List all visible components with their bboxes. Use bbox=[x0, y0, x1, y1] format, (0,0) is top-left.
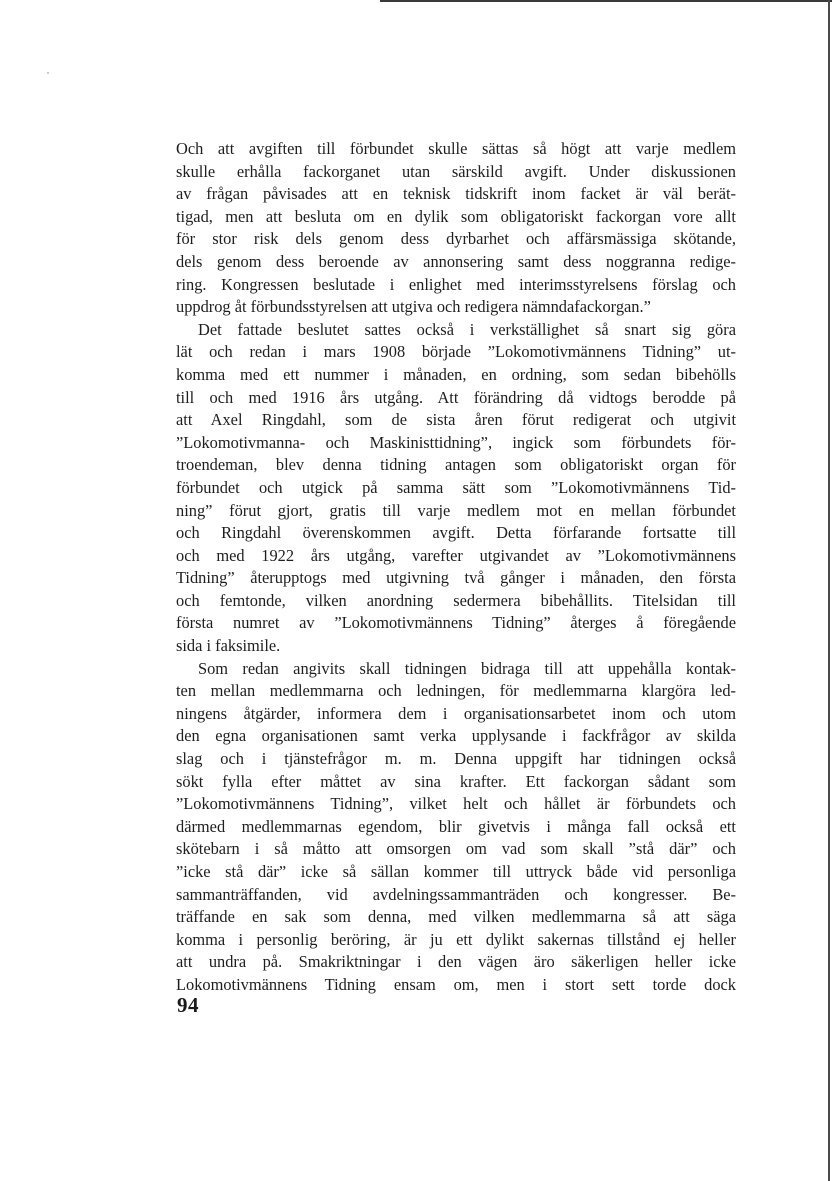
page-number: 94 bbox=[177, 993, 199, 1017]
text-line: Tidning” återupptogs med utgivning två gånger i månaden, den första bbox=[176, 568, 736, 588]
text-line: uppdrog åt förbundsstyrelsen att utgiva och redigera nämndafackorgan.” bbox=[176, 297, 651, 317]
text-line: den egna organisationen samt verka upplysande i fackfrågor av skilda bbox=[176, 726, 736, 746]
text-line: träffande en sak som denna, med vilken medlemmarna så att säga bbox=[176, 907, 736, 927]
text-line: tigad, men att besluta om en dylik som obligatoriskt fackorgan vore allt bbox=[176, 206, 736, 226]
text-line: och femtonde, vilken anordning sedermera bibehållits. Titelsidan till bbox=[176, 590, 736, 610]
text-line: Och att avgiften till förbundet skulle sättas så högt att varje medlem bbox=[176, 139, 736, 158]
text-line: att undra på. Smakriktningar i den vägen äro säkerligen heller icke bbox=[176, 952, 736, 972]
text-line: därmed medlemmarnas egendom, blir givetvis i många fall också ett bbox=[176, 816, 736, 836]
text-line: av frågan påvisades att en teknisk tidskrift inom facket är väl berät- bbox=[176, 184, 736, 204]
text-line: sökt fylla efter måttet av sina krafter. Ett fackorgan sådant som bbox=[176, 771, 736, 791]
text-line: första numret av ”Lokomotivmännens Tidning” återges å föregående bbox=[176, 613, 736, 633]
text-line: och Ringdahl överenskommen avgift. Detta förfarande fortsatte till bbox=[176, 523, 736, 543]
text-line: Som redan angivits skall tidningen bidraga till att uppehålla kontak- bbox=[198, 658, 736, 678]
text-line: ”Lokomotivmanna- och Maskinisttidning”, ingick som förbundets för- bbox=[176, 432, 736, 452]
text-line: slag och i tjänstefrågor m. m. Denna uppgift har tidningen också bbox=[176, 749, 736, 769]
body-text bbox=[176, 138, 736, 997]
text-line: Det fattade beslutet sattes också i verkställighet så snart sig göra bbox=[198, 319, 736, 339]
text-line: ”icke stå där” icke så sällan kommer till uttryck både vid personliga bbox=[176, 862, 736, 881]
scan-speck bbox=[47, 72, 49, 74]
text-line: ningens åtgärder, informera dem i organisationsarbetet inom och utom bbox=[176, 703, 736, 723]
text-line: skulle erhålla fackorganet utan särskild avgift. Under diskussionen bbox=[176, 161, 736, 181]
text-line: sammanträffanden, vid avdelningssammanträden och kongresser. Be- bbox=[176, 884, 736, 904]
text-line: Lokomotivmännens Tidning ensam om, men i stort sett torde dock bbox=[176, 974, 736, 994]
text-line: skötebarn i så måtto att omsorgen om vad som skall ”stå där” och bbox=[176, 839, 736, 859]
text-line: för stor risk dels genom dess dyrbarhet och affärsmässiga skötande, bbox=[176, 229, 736, 249]
text-line: komma i personlig beröring, är ju ett dylikt sakernas tillstånd ej heller bbox=[176, 929, 736, 949]
scan-edge-top bbox=[380, 0, 832, 2]
text-line: till och med 1916 års utgång. Att förändring då vidtogs berodde på bbox=[176, 387, 736, 407]
text-line: ning” förut gjort, gratis till varje medlem mot en mellan förbundet bbox=[176, 500, 736, 520]
text-line: att Axel Ringdahl, som de sista åren förut redigerat och utgivit bbox=[176, 410, 736, 430]
scan-edge-right bbox=[828, 0, 830, 1181]
text-line: lät och redan i mars 1908 började ”Lokomotivmännens Tidning” ut- bbox=[176, 342, 736, 362]
text-line: och med 1922 års utgång, varefter utgivandet av ”Lokomotivmännens bbox=[176, 545, 736, 565]
text-line: dels genom dess beroende av annonsering samt dess noggranna redige- bbox=[176, 251, 736, 271]
text-line: troendeman, blev denna tidning antagen som obligatoriskt organ för bbox=[176, 455, 736, 475]
text-line: förbundet och utgick på samma sätt som ”Lokomotivmännens Tid- bbox=[176, 477, 736, 497]
text-line: ”Lokomotivmännens Tidning”, vilket helt och hållet är förbundets och bbox=[176, 794, 736, 814]
text-line: ten mellan medlemmarna och ledningen, för medlemmarna klargöra led- bbox=[176, 681, 736, 701]
text-line: komma med ett nummer i månaden, en ordning, som sedan bibehölls bbox=[176, 364, 736, 384]
text-line: ring. Kongressen beslutade i enlighet med interimsstyrelsens förslag och bbox=[176, 274, 736, 294]
text-line: sida i faksimile. bbox=[176, 636, 281, 656]
